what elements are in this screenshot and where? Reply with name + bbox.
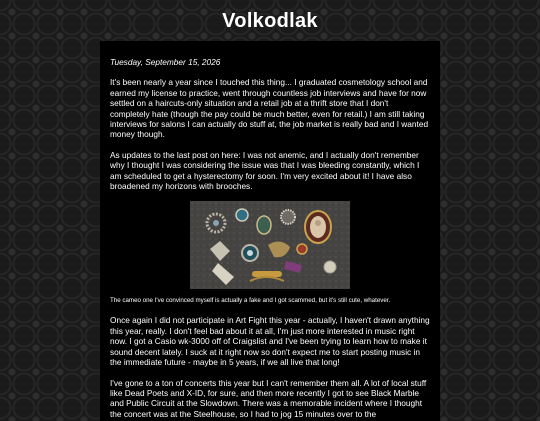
post-paragraph: As updates to the last post on here: I was not anemic, and I actually don't remember why I thought I was considering the issue was that I was bleeding constantly, which I am scheduled to get a hysterectomy for soon. I'm very excited about it! I have also broadened my horizons with brooches. [110,149,420,192]
post-paragraph: Once again I did not participate in Art Fight this year - actually, I haven't drawn anything this year, really. I don't feel bad about it at all, I'm just more interested in music right now. I got a Casio wk-3000 off of Craigslist and I've been trying to learn how to make it sound decent lately. I suck at it right now so don't expect me to start posting music in the immediate future - maybe in 5 years, if we all live that long! [110,315,430,368]
blog-post [100,41,440,421]
photo-caption: The cameo one I've convinced myself is actually a fake and I got scammed, but it's still cute, whatever. [110,297,391,305]
post-date: Tuesday, September 15, 2026 [110,57,221,67]
site-title: Volkodlak [222,10,318,32]
post-paragraph: I've gone to a ton of concerts this year but I can't remember them all. A lot of local stuff like Dead Poets and X-ID, for sure, and then more recently I got to see Black Marble and Public Circuit at the Slowdown. There was a memorable incident where I thought the concert was at the Steelhouse, so I had to jog 15 minutes over to the [110,377,427,419]
post-paragraph: It's been nearly a year since I touched this thing... I graduated cosmetology school and earned my license to practice, went through countless job interviews and have for now settled on a haircuts-only situation and a retail job at a thrift store that I don't completely hate (though the pay could be much better, even for retail.) I am still taking interviews for salons I can actually do stuff at, the job market is really bad and I wanted money though. [110,77,429,140]
brooches-photo [190,201,350,289]
